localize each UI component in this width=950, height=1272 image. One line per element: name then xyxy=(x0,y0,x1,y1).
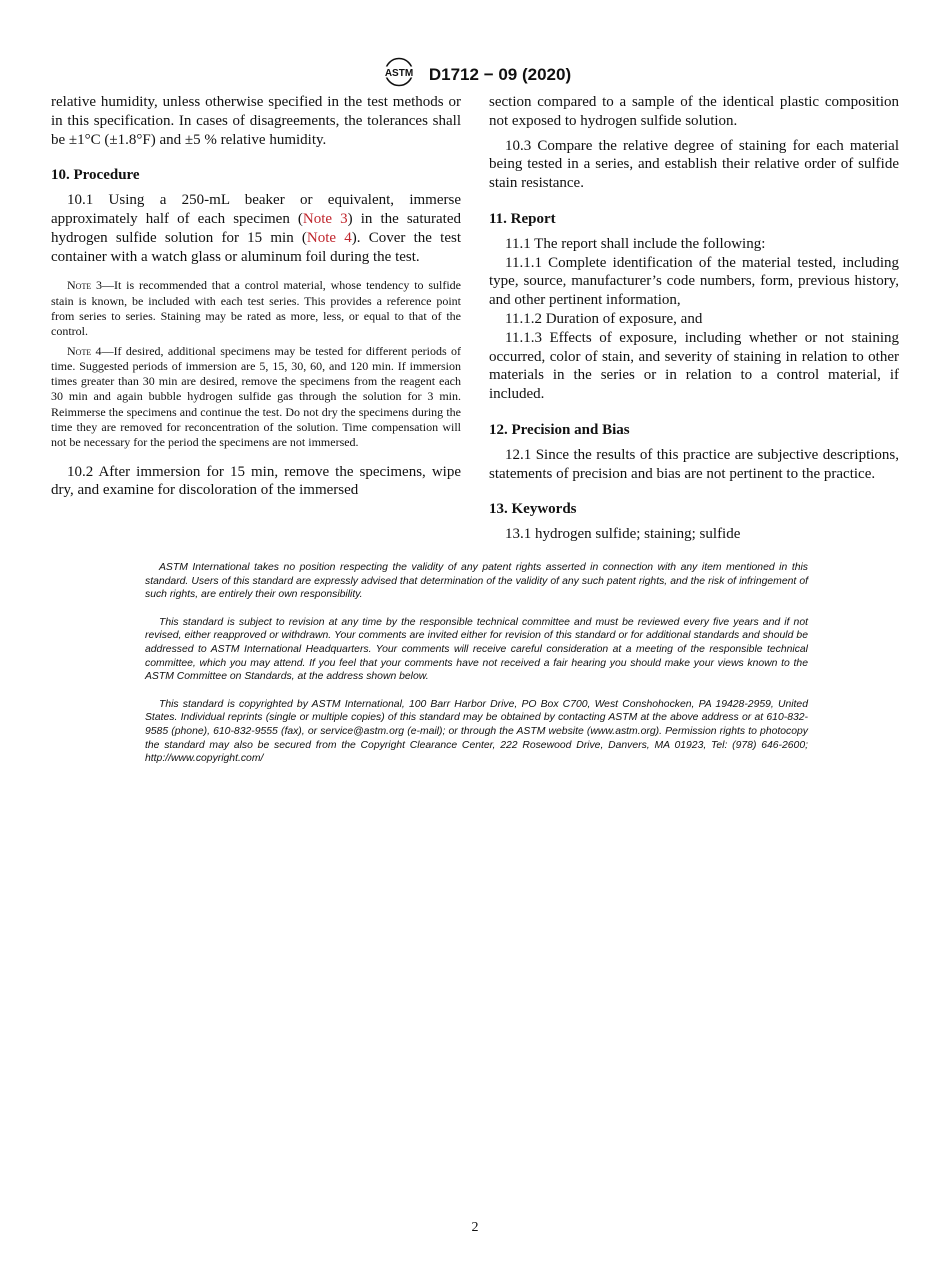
paragraph-10-2: 10.2 After immersion for 15 min, remove the specimens, wipe dry, and examine for discoloration of the immersed xyxy=(51,463,461,499)
page-header xyxy=(0,57,950,92)
astm-footer-notice xyxy=(145,561,808,780)
paragraph-11-1: 11.1 The report shall include the following: xyxy=(505,235,766,252)
footer-patent-notice: ASTM International takes no position respecting the validity of any patent rights asserted in connection with any item mentioned in this standard. Users of this standard are expressly advised that determination of the validity of any such patent rights, and the risk of infringement of such rights, are entirely their own responsibility. xyxy=(145,562,808,601)
footer-copyright-notice: This standard is copyrighted by ASTM International, 100 Barr Harbor Drive, PO Box C700, West Conshohocken, PA 19428-2959, United States. Individual reprints (single or multiple copies) of this standard may be obtained by contacting ASTM at the above address or at 610-832-9585 (phone), 610-832-9555 (fax), or service@astm.org (e-mail); or through the ASTM website (www.astm.org). Permission rights to photocopy the standard may also be secured from the Copyright Clearance Center, 222 Rosewood Drive, Danvers, MA 01923, Tel: (978) 646-2600; http://www.copyright.com/ xyxy=(145,698,808,765)
section-10-heading: 10. Procedure xyxy=(51,167,140,184)
note-3-label: Note 3 xyxy=(67,278,103,293)
footer-revision-notice: This standard is subject to revision at any time by the responsible technical committee and must be reviewed every five years and if not revised, either reapproved or withdrawn. Your comments are invited either for revision of this standard or for additional standards and should be addressed to ASTM International Headquarters. Your comments will receive careful consideration at a meeting of the responsible technical committee, which you may attend. If you feel that your comments have not received a fair hearing you should make your views known to the ASTM Committee on Standards, at the address shown below. xyxy=(145,616,808,683)
paragraph-13-1: 13.1 hydrogen sulfide; staining; sulfide xyxy=(505,526,741,543)
intro-paragraph: relative humidity, unless otherwise specified in the test methods or in this specification. In cases of disagreements, the tolerances shall be ±1°C (±1.8°F) and ±5 % relative humidity. xyxy=(51,94,461,148)
paragraph-11-1-1: 11.1.1 Complete identification of the material tested, including type, source, manufacturer’s code numbers, form, previous history, and other pertinent information, xyxy=(489,254,899,309)
paragraph-12-1: 12.1 Since the results of this practice are subjective descriptions, statements of precision and bias are not pertinent to the practice. xyxy=(489,446,899,482)
section-12-heading: 12. Precision and Bias xyxy=(489,421,630,438)
astm-logo-icon xyxy=(379,57,419,92)
left-column xyxy=(51,93,461,500)
note-4-link[interactable]: Note 4 xyxy=(306,229,352,246)
section-13-heading: 13. Keywords xyxy=(489,501,577,518)
paragraph-10-2-continued: section compared to a sample of the identical plastic composition not exposed to hydrogen sulfide solution. xyxy=(489,94,899,129)
note-4: Note 4—If desired, additional specimens may be tested for different periods of time. Suggested periods of immersion are 5, 15, 30, 60, and 120 min. If immersion times greater than 30 min are desired, remove the specimens from the reagent each 30 min and again bubble hydrogen sulfide gas through the solution for 3 min. Reimmerse the specimens and continue the test. Do not dry the specimens during the time they are removed for reconcentration of the solution. Time compensation will not be necessary for the period the specimens are not immersed. xyxy=(51,343,461,450)
astm-logo-text: ASTM xyxy=(384,68,414,79)
note-4-label: Note 4 xyxy=(67,343,102,358)
paragraph-11-1-3: 11.1.3 Effects of exposure, including whether or not staining occurred, color of stain, and severity of staining in relation to other materials in the series or in relation to a control material, if included. xyxy=(489,329,899,403)
paragraph-10-3: 10.3 Compare the relative degree of staining for each material being tested in a series, and establish their relative order of sulfide stain resistance. xyxy=(489,137,899,192)
page-number: 2 xyxy=(471,1220,479,1235)
paragraph-10-1: 10.1 Using a 250-mL beaker or equivalent, immerse approximately half of each specimen (Note 3) in the saturated hydrogen sulfide solution for 15 min (Note 4). Cover the test container with a watch glass or aluminum foil during the test. xyxy=(51,192,461,265)
note-3: Note 3—It is recommended that a control material, whose tendency to sulfide stain is known, be included with each test series. This provides a reference point from series to series. Staining may be rated as more, less, or equal to that of the control. xyxy=(51,278,461,339)
section-11-heading: 11. Report xyxy=(489,210,556,227)
standard-designation: D1712 − 09 (2020) xyxy=(428,64,572,84)
note-3-link[interactable]: Note 3 xyxy=(302,210,348,227)
paragraph-11-1-2: 11.1.2 Duration of exposure, and xyxy=(505,310,703,327)
right-column xyxy=(489,93,899,544)
